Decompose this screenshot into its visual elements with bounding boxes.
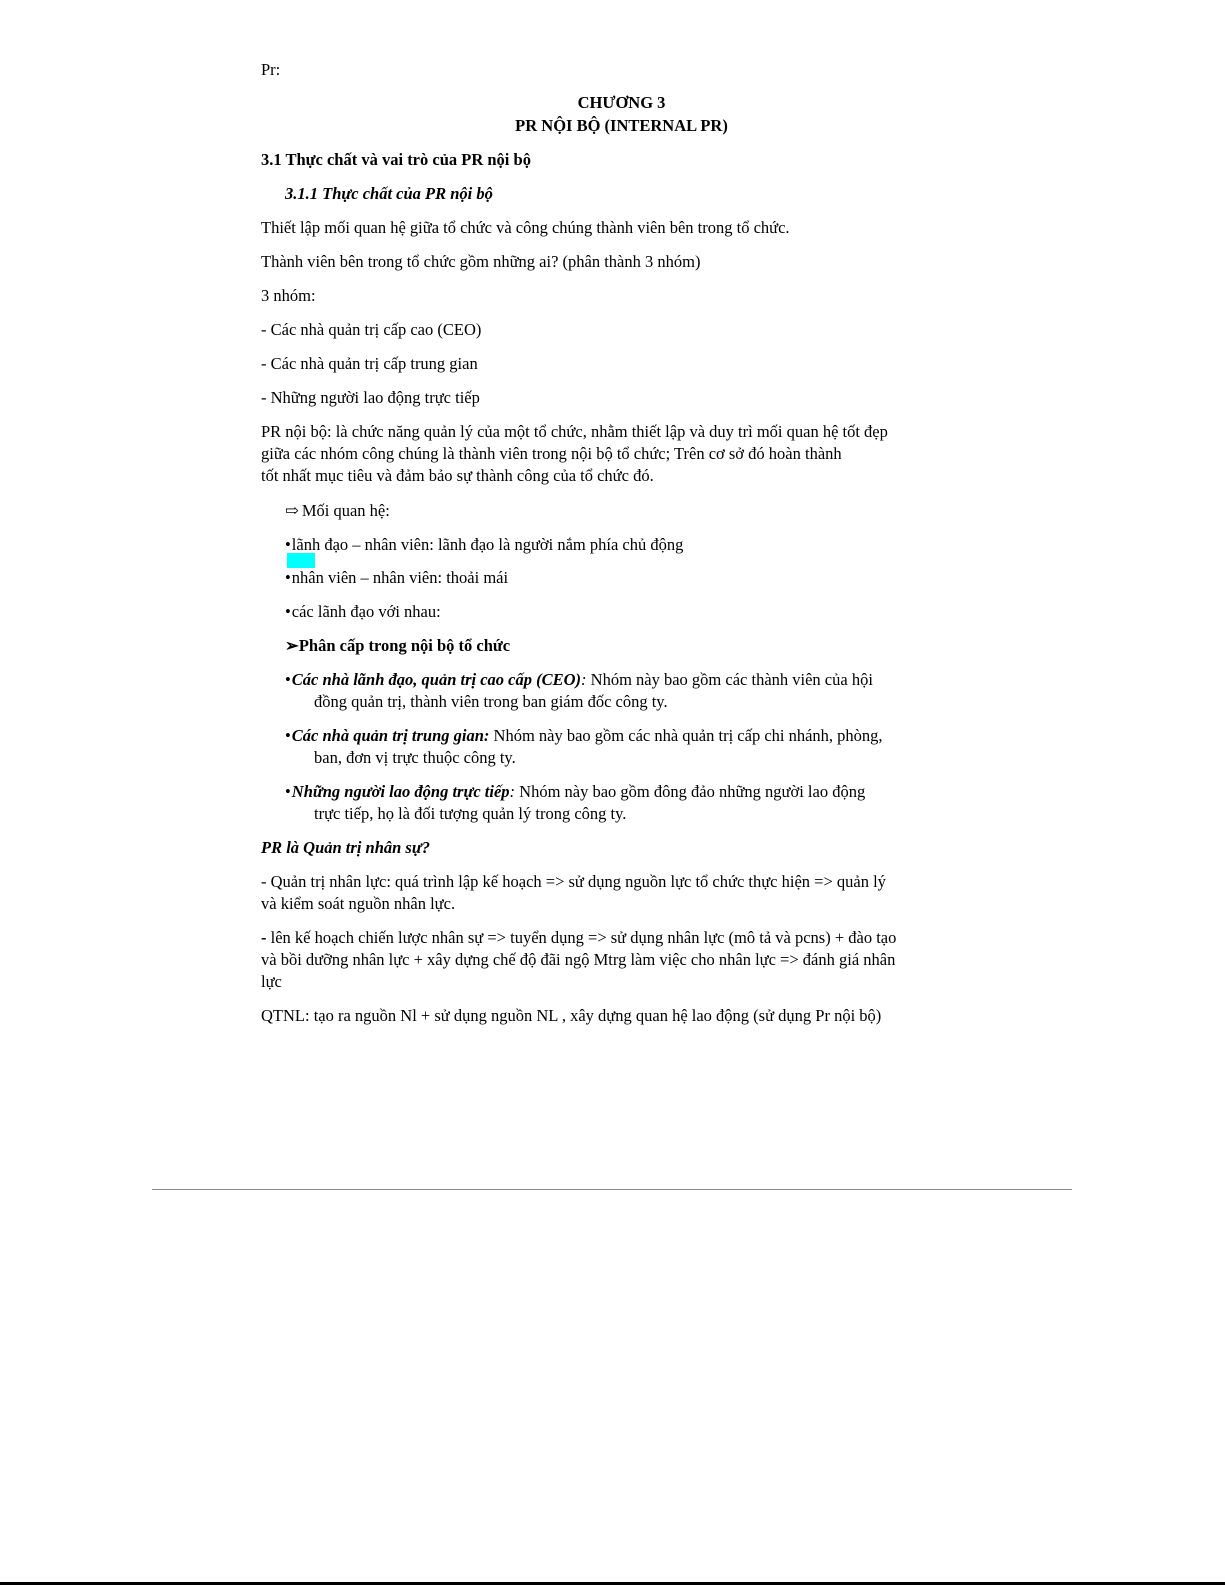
relation-item-1-text: lãnh đạo – nhân viên: lãnh đạo là người nắm phía chủ động xyxy=(291,535,684,554)
relations-heading-text: Mối quan hệ: xyxy=(301,501,390,520)
header-label: Pr: xyxy=(261,60,281,79)
hierarchy-heading-text: Phân cấp trong nội bộ tổ chức xyxy=(298,636,511,655)
hr-paragraph-2-text: lên kế hoạch chiến lược nhân sự => tuyển dụng => sử dụng nhân lực (mô tả và pcns) + đào tạo xyxy=(266,928,897,947)
definition-line-2: giữa các nhóm công chúng là thành viên trong nội bộ tổ chức; Trên cơ sở đó hoàn thành xyxy=(261,444,842,463)
hr-paragraph-2-line-2: và bồi dưỡng nhân lực + xây dựng chế độ đãi ngộ Mtrg làm việc cho nhân lực => đánh giá nhân xyxy=(261,950,896,969)
section-heading-3-1: 3.1 Thực chất và vai trò của PR nội bộ xyxy=(261,150,531,169)
hierarchy-term-2: Các nhà quản trị trung gian: xyxy=(291,726,490,745)
relation-item-3-text: các lãnh đạo với nhau: xyxy=(291,602,441,621)
arrow-right-icon: ⇨ xyxy=(285,501,299,520)
relations-heading xyxy=(285,500,390,522)
section-heading-3-1-1: 3.1.1 Thực chất của PR nội bộ xyxy=(285,184,493,203)
hr-paragraph-2-line-1 xyxy=(261,927,896,949)
group-item-3: - Những người lao động trực tiếp xyxy=(261,388,480,407)
hr-paragraph-1-line-2: và kiểm soát nguồn nhân lực. xyxy=(261,894,456,913)
hr-paragraph-2-dash: - xyxy=(261,928,267,947)
hierarchy-text-1: Nhóm này bao gồm các thành viên của hội xyxy=(586,670,873,689)
paragraph-1: Thiết lập mối quan hệ giữa tổ chức và công chúng thành viên bên trong tổ chức. xyxy=(261,218,790,237)
definition-line-1: PR nội bộ: là chức năng quản lý của một tổ chức, nhằm thiết lập và duy trì mối quan hệ tốt đẹp xyxy=(261,422,888,441)
hr-paragraph-2-line-3: lực xyxy=(261,972,282,991)
paragraph-2: Thành viên bên trong tổ chức gồm những ai? (phân thành 3 nhóm) xyxy=(261,252,701,271)
bullet-icon: • xyxy=(285,670,291,689)
hr-question-heading: PR là Quản trị nhân sự? xyxy=(261,838,430,857)
relation-item-3 xyxy=(285,601,441,623)
qtnl-paragraph: QTNL: tạo ra nguồn Nl + sử dụng nguồn NL , xây dựng quan hệ lao động (sử dụng Pr nội bộ) xyxy=(261,1006,882,1025)
bullet-icon: • xyxy=(285,535,291,554)
page-separator xyxy=(152,1189,1072,1190)
hierarchy-item-2-cont: ban, đơn vị trực thuộc công ty. xyxy=(314,748,516,767)
bullet-icon: • xyxy=(285,602,291,621)
chapter-title: PR NỘI BỘ (INTERNAL PR) xyxy=(515,116,728,135)
relation-item-2-text: nhân viên – nhân viên: thoải mái xyxy=(291,568,509,587)
hierarchy-item-1 xyxy=(285,669,873,691)
hierarchy-text-3: Nhóm này bao gồm đông đảo những người lao động xyxy=(515,782,866,801)
hierarchy-item-1-cont: đồng quản trị, thành viên trong ban giám đốc công ty. xyxy=(314,692,668,711)
bullet-icon: • xyxy=(285,782,291,801)
hierarchy-item-3-cont: trực tiếp, họ là đối tượng quản lý trong công ty. xyxy=(314,804,627,823)
group-item-1: - Các nhà quản trị cấp cao (CEO) xyxy=(261,320,482,339)
hierarchy-item-2 xyxy=(285,725,883,747)
bullet-icon: • xyxy=(285,568,291,587)
relation-item-1 xyxy=(285,534,683,556)
hierarchy-item-3 xyxy=(285,781,865,803)
relation-item-2 xyxy=(285,567,508,589)
hierarchy-heading xyxy=(285,635,510,657)
hr-paragraph-1-line-1: - Quản trị nhân lực: quá trình lập kế hoạch => sử dụng nguồn lực tổ chức thực hiện => quản lý xyxy=(261,872,886,891)
chapter-number: CHƯƠNG 3 xyxy=(577,93,666,112)
hierarchy-colon-3: : xyxy=(509,782,516,801)
group-item-2: - Các nhà quản trị cấp trung gian xyxy=(261,354,478,373)
hierarchy-colon-1: : xyxy=(581,670,587,689)
definition-line-3: tốt nhất mục tiêu và đảm bảo sự thành công của tổ chức đó. xyxy=(261,466,654,485)
bullet-icon: • xyxy=(285,726,291,745)
hierarchy-term-1: Các nhà lãnh đạo, quản trị cao cấp (CEO) xyxy=(291,670,582,689)
triangle-bullet-icon: ➢ xyxy=(285,636,299,655)
paragraph-3: 3 nhóm: xyxy=(261,286,316,305)
hierarchy-text-2: Nhóm này bao gồm các nhà quản trị cấp chi nhánh, phòng, xyxy=(489,726,883,745)
hierarchy-term-3: Những người lao động trực tiếp xyxy=(291,782,510,801)
